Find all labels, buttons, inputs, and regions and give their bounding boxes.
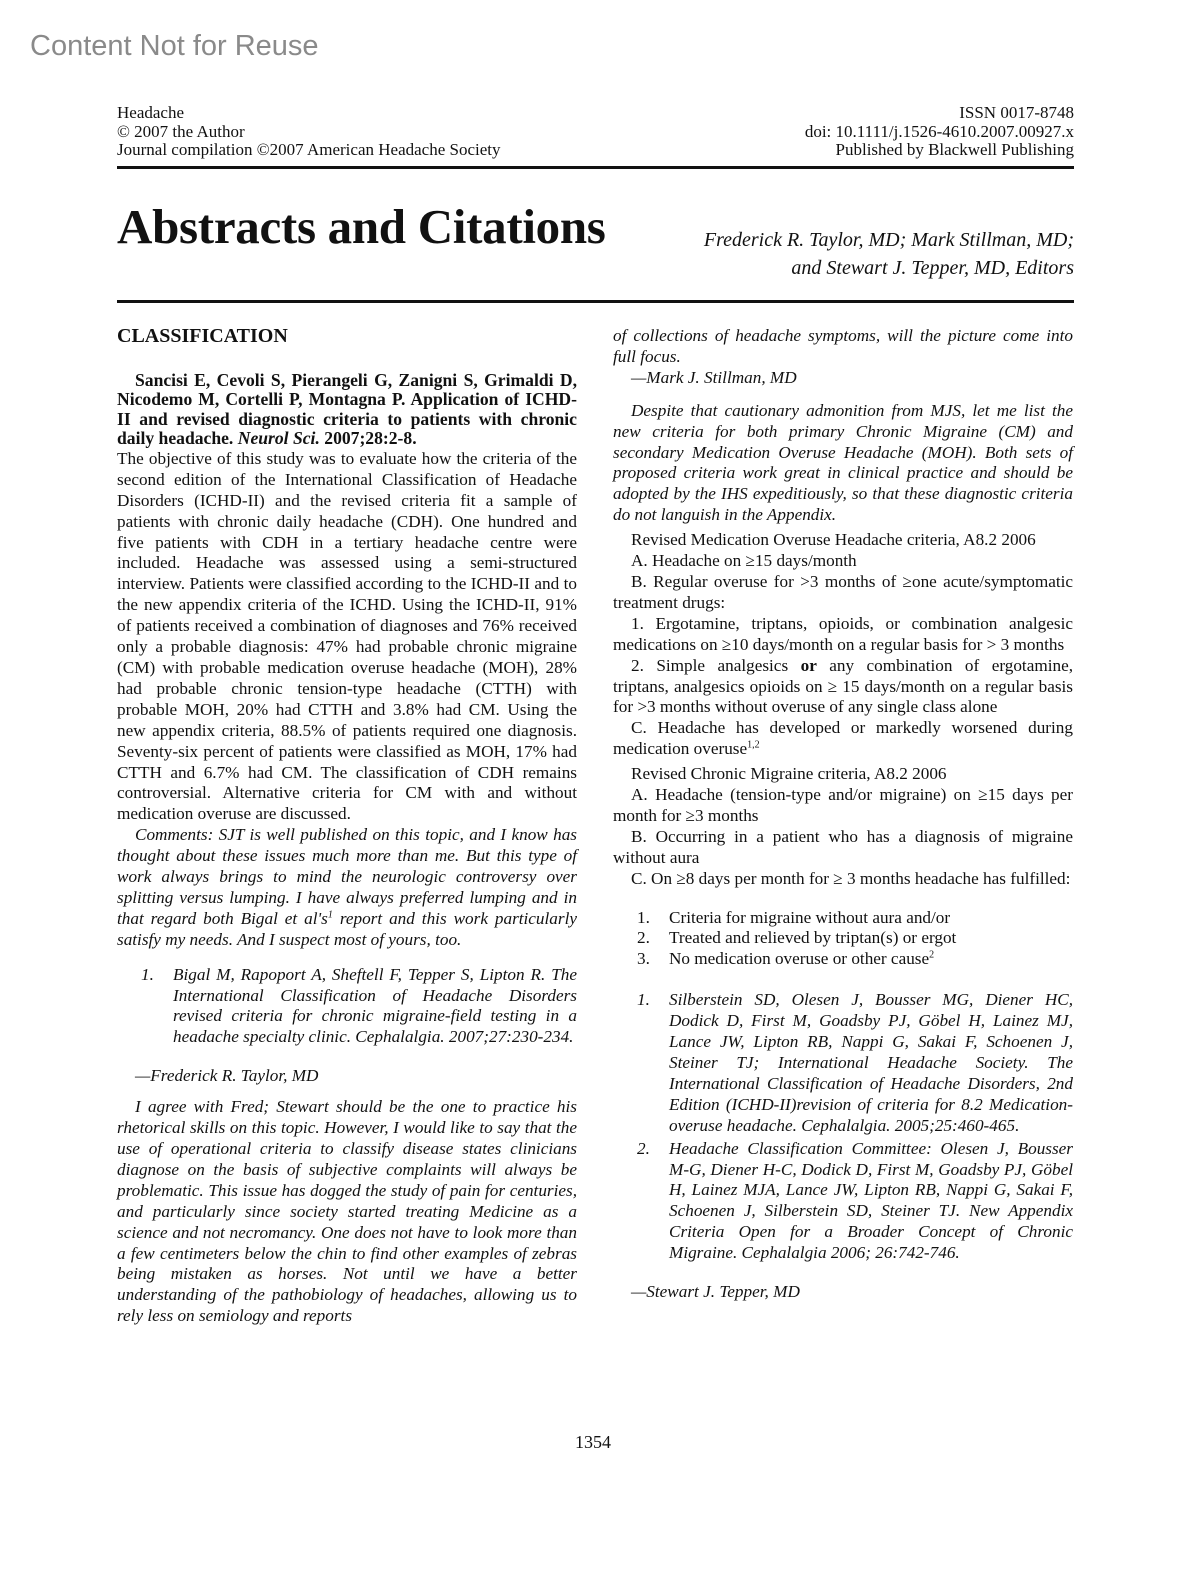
issn: ISSN 0017-8748 <box>959 103 1074 122</box>
comment-taylor-text-end: report and this work particularly satisfy my needs. And I suspect most of yours, too. <box>117 908 577 949</box>
list-text: Treated and relieved by triptan(s) or ergot <box>669 928 957 948</box>
reference-text: Headache Classification Committee: Olesen J, Bousser M-G, Diener H-C, Dodick D, First M, Goadsby PJ, Göbel H, Lainez MJA, Lance JW, Lipton RB, Nappi G, Sakai F, Schoenen J, Silberstein SD, Steiner TJ. New Appendix Criteria Open for a Broader Concept of Chronic Migraine. Cephalalgia 2006; 26:742-746. <box>669 1138 1073 1263</box>
moh-criterion-b2 <box>613 656 1073 719</box>
list-number: 1. <box>637 907 650 927</box>
right-column <box>613 326 1073 1303</box>
reference-item <box>613 1139 1073 1264</box>
editors-line-1: Frederick R. Taylor, MD; Mark Stillman, MD; <box>703 229 1074 251</box>
doi: doi: 10.1111/j.1526-4610.2007.00927.x <box>804 121 1074 141</box>
comment-tepper: Despite that cautionary admonition from MJS, let me list the new criteria for both primary Chronic Migraine (CM) and secondary Medication Overuse Headache (MOH). Both sets of proposed criteria work great in clinical practice and should be adopted by the IHS expeditiously, so that these diagnostic criteria do not languish in the Appendix. <box>613 400 1073 525</box>
moh-criterion-c-sup: 1,2 <box>747 739 760 751</box>
watermark: Content Not for Reuse <box>30 30 319 62</box>
title-rule <box>117 300 1074 303</box>
abstract: The objective of this study was to evaluate how the criteria of the second edition of the International Classification of Headache Disorders (ICHD-II) and the revised criteria fit a sample of patients with chronic daily headache (CDH). One hundred and five patients with CDH in a tertiary headache centre were included. Headache was assessed using a semi-structured interview. Patients were classified according to the ICHD-II and to the new appendix criteria of the ICHD. Using the ICHD-II, 91% of patients received a combination of diagnoses and 76% received only a probable diagnosis: 47% had probable chronic migraine (CM) with probable medication overuse headache (MOH), 28% had probable chronic tension-type headache (CTTH) with probable MOH, 20% had CTTH and 3.8% had CM. Using the new appendix criteria, 88.5% of patients required one diagnosis. Seventy-six percent of patients were classified as MOH, 17% had CTTH and 6.7% had CM. The classification of CDH remains controversial. Alternative criteria for CM with and without medication overuse are discussed. <box>117 448 577 824</box>
reference-number: 1. <box>141 964 154 984</box>
moh-criterion-b: B. Regular overuse for >3 months of ≥one acute/symptomatic treatment drugs: <box>613 571 1073 612</box>
journal-name: Headache <box>117 103 185 122</box>
reference-text: Silberstein SD, Olesen J, Bousser MG, Diener HC, Dodick D, First M, Goadsby PJ, Göbel H, Lainez MJ, Lance JW, Lipton RB, Nappi G, Sakai F, Schoenen J, Steiner TJ; International Headache Society. The International Classification of Headache Disorders, 2nd Edition (ICHD-II)revision of criteria for 8.2 Medication-overuse headache. Cephalalgia. 2005;25:460-465. <box>669 990 1073 1135</box>
reference-item <box>613 990 1073 1136</box>
moh-criterion-b1: 1. Ergotamine, triptans, opioids, or combination analgesic medications on ≥10 days/month on a regular basis for > 3 months <box>613 613 1073 654</box>
moh-criterion-c-text: C. Headache has developed or markedly worsened during medication overuse <box>613 718 1073 759</box>
editors-line-2: and Stewart J. Tepper, MD, Editors <box>791 257 1074 279</box>
comment-stillman: I agree with Fred; Stewart should be the one to practice his rhetorical skills on this topic. However, I would like to say that the use of operational criteria to classify disease states clinicians diagnose on the basis of subjective complaints will always be problematic. This issue has dogged the study of pain for centuries, and particularly since society started treating Medicine as a science and not necromancy. One does not have to look more than a few centimeters below the chin to find other examples of zebras being mistaken as horses. Not until we have a better understanding of the pathobiology of headaches, allowing us to rely less on semiology and reports <box>117 1097 577 1326</box>
moh-criterion-c <box>613 718 1073 760</box>
list-text: Criteria for migraine without aura and/or <box>669 907 951 927</box>
list-text: No medication overuse or other cause <box>669 949 930 969</box>
citation-authors: Sancisi E, Cevoli S, Pierangeli G, Zanigni S, Grimaldi D, Nicodemo M, Cortelli P, Montagna P. Application of ICHD-II and revised diagnostic criteria to patients with chronic daily headache. <box>117 369 577 449</box>
moh-criterion-a: A. Headache on ≥15 days/month <box>631 551 857 571</box>
reference-list-2 <box>613 990 1073 1264</box>
moh-criterion-b2-text: 2. Simple analgesics <box>631 655 801 675</box>
list-number: 3. <box>637 949 650 969</box>
signature-taylor: —Frederick R. Taylor, MD <box>135 1066 319 1086</box>
citation-ref: 2007;28:2-8. <box>324 428 417 449</box>
comment-taylor-sup: 1 <box>327 909 333 921</box>
publisher: Published by Blackwell Publishing <box>835 140 1074 159</box>
journal-compilation: Journal compilation ©2007 American Headache Society <box>117 140 501 159</box>
reference-text: Bigal M, Rapoport A, Sheftell F, Tepper S, Lipton R. The International Classification of Headache Disorders revised criteria for chronic migraine-field testing in a headache specialty clinic. Cephalalgia. 2007;27:230-234. <box>173 964 577 1047</box>
cm-criteria-list <box>613 908 1073 971</box>
reference-item <box>117 965 577 1049</box>
cm-heading: Revised Chronic Migraine criteria, A8.2 2006 <box>631 764 947 784</box>
reference-list-1 <box>117 965 577 1049</box>
signature-stillman: —Mark J. Stillman, MD <box>631 367 797 387</box>
moh-heading: Revised Medication Overuse Headache criteria, A8.2 2006 <box>631 530 1036 550</box>
reference-number: 1. <box>637 990 650 1010</box>
moh-criterion-b2-text-end: any combination of ergotamine, triptans, analgesics opioids on ≥ 15 days/month on a regular basis for >3 months without overuse of any single class alone <box>613 655 1073 717</box>
citation-journal: Neurol Sci. <box>237 428 320 449</box>
cm-criterion-c: C. On ≥8 days per month for ≥ 3 months headache has fulfilled: <box>631 868 1071 888</box>
list-item <box>613 928 1073 949</box>
comment-taylor <box>117 825 577 950</box>
cm-criterion-a: A. Headache (tension-type and/or migraine) on ≥15 days per month for ≥3 months <box>613 785 1073 825</box>
signature-tepper: —Stewart J. Tepper, MD <box>631 1282 800 1302</box>
journal-header-left <box>117 104 501 160</box>
journal-header-right <box>805 104 1074 160</box>
moh-criterion-b2-or: or <box>800 655 817 675</box>
page-number: 1354 <box>575 1432 611 1452</box>
citation <box>117 371 577 449</box>
comment-stillman-continued: of collections of headache symptoms, will the picture come into full focus. <box>613 326 1073 366</box>
list-sup: 2 <box>929 949 935 961</box>
editors <box>704 226 1074 282</box>
list-number: 2. <box>637 928 650 948</box>
list-item <box>613 949 1073 970</box>
page-title: Abstracts and Citations <box>117 199 606 254</box>
comment-taylor-text: Comments: SJT is well published on this topic, and I know has thought about these issues much more than me. But this type of work always brings to mind the neurologic controversy over splitting versus lumping. I have always preferred lumping and in that regard both Bigal et al's <box>117 825 577 928</box>
reference-number: 2. <box>637 1138 650 1158</box>
copyright-author: © 2007 the Author <box>117 121 245 141</box>
header-rule <box>117 166 1074 169</box>
cm-criterion-b: B. Occurring in a patient who has a diagnosis of migraine without aura <box>613 826 1073 867</box>
left-column <box>117 326 577 1327</box>
section-heading: CLASSIFICATION <box>117 325 288 347</box>
list-item <box>613 908 1073 929</box>
